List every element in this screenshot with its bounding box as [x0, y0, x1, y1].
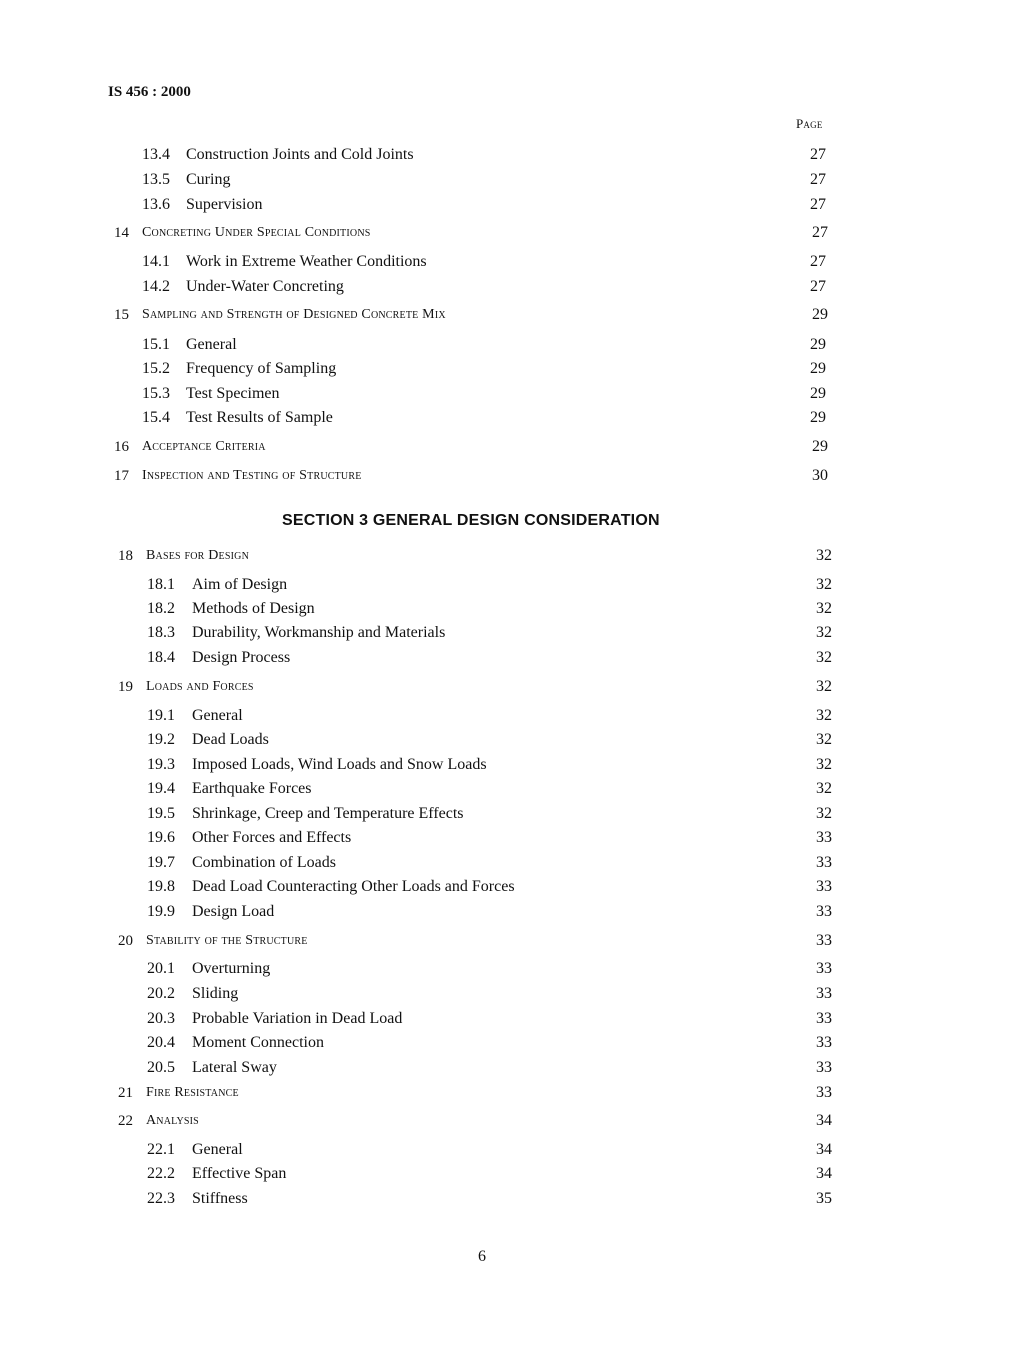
- toc-clause-row: [0, 304, 1024, 326]
- clause-page-number: 27: [810, 253, 826, 270]
- clause-number: 18.4: [147, 649, 175, 666]
- clause-page-number: 29: [812, 438, 828, 455]
- clause-page-number: 27: [812, 224, 828, 241]
- clause-title: Stiffness: [192, 1190, 248, 1207]
- clause-title: Curing: [186, 171, 231, 188]
- clause-page-number: 33: [816, 854, 832, 871]
- toc-subclause-row: [0, 983, 1024, 1005]
- clause-page-number: 33: [816, 903, 832, 920]
- clause-title: Earthquake Forces: [192, 780, 312, 797]
- clause-number: 17: [114, 468, 129, 484]
- clause-number: 19.3: [147, 756, 175, 773]
- clause-title: Overturning: [192, 960, 271, 977]
- clause-page-number: 27: [810, 171, 826, 188]
- toc-subclause-row: [0, 754, 1024, 776]
- toc-clause-row: [0, 222, 1024, 244]
- toc-clause-row: [0, 465, 1024, 487]
- clause-title: Lateral Sway: [192, 1059, 277, 1076]
- clause-title: Dead Loads: [192, 731, 269, 748]
- clause-number: 22.3: [147, 1190, 175, 1207]
- clause-number: 18.1: [147, 576, 175, 593]
- clause-number: 19.6: [147, 829, 175, 846]
- clause-number: 20: [118, 933, 133, 949]
- toc-subclause-row: [0, 852, 1024, 874]
- clause-number: 14: [114, 225, 129, 241]
- clause-number: 16: [114, 439, 129, 455]
- toc-subclause-row: [0, 407, 1024, 429]
- clause-page-number: 32: [816, 547, 832, 564]
- toc-subclause-row: [0, 1188, 1024, 1210]
- clause-number: 13.4: [142, 146, 170, 163]
- toc-subclause-row: [0, 334, 1024, 356]
- toc-clause-row: [0, 676, 1024, 698]
- clause-title: Inspection and Testing of Structure: [142, 468, 362, 483]
- clause-number: 18.3: [147, 624, 175, 641]
- clause-number: 20.5: [147, 1059, 175, 1076]
- clause-number: 19.2: [147, 731, 175, 748]
- clause-number: 15.4: [142, 409, 170, 426]
- clause-number: 22.2: [147, 1165, 175, 1182]
- clause-number: 20.4: [147, 1034, 175, 1051]
- clause-number: 15.1: [142, 336, 170, 353]
- document-code: IS 456 : 2000: [108, 84, 191, 100]
- clause-title: Other Forces and Effects: [192, 829, 352, 846]
- clause-page-number: 32: [816, 707, 832, 724]
- toc-subclause-row: [0, 876, 1024, 898]
- clause-page-number: 32: [816, 756, 832, 773]
- clause-page-number: 29: [810, 409, 826, 426]
- clause-title: Probable Variation in Dead Load: [192, 1010, 403, 1027]
- toc-subclause-row: [0, 574, 1024, 596]
- clause-title: General: [186, 336, 237, 353]
- toc-clause-row: [0, 1082, 1024, 1104]
- clause-page-number: 29: [810, 336, 826, 353]
- clause-number: 19.5: [147, 805, 175, 822]
- clause-title: Test Specimen: [186, 385, 280, 402]
- clause-number: 19.4: [147, 780, 175, 797]
- toc-subclause-row: [0, 958, 1024, 980]
- toc-subclause-row: [0, 1057, 1024, 1079]
- clause-page-number: 33: [816, 1084, 832, 1101]
- clause-page-number: 29: [812, 306, 828, 323]
- clause-number: 19.7: [147, 854, 175, 871]
- toc-subclause-row: [0, 1008, 1024, 1030]
- clause-number: 22: [118, 1113, 133, 1129]
- clause-page-number: 32: [816, 780, 832, 797]
- toc-subclause-row: [0, 901, 1024, 923]
- toc-subclause-row: [0, 622, 1024, 644]
- clause-page-number: 33: [816, 878, 832, 895]
- clause-page-number: 34: [816, 1112, 832, 1129]
- clause-page-number: 33: [816, 1034, 832, 1051]
- clause-number: 18.2: [147, 600, 175, 617]
- clause-title: Test Results of Sample: [186, 409, 333, 426]
- clause-number: 19.1: [147, 707, 175, 724]
- clause-title: Under-Water Concreting: [186, 278, 344, 295]
- toc-subclause-row: [0, 1163, 1024, 1185]
- clause-title: Fire Resistance: [146, 1085, 239, 1100]
- clause-page-number: 32: [816, 678, 832, 695]
- toc-subclause-row: [0, 251, 1024, 273]
- toc-subclause-row: [0, 778, 1024, 800]
- clause-number: 14.1: [142, 253, 170, 270]
- clause-number: 15.3: [142, 385, 170, 402]
- clause-number: 20.3: [147, 1010, 175, 1027]
- clause-page-number: 32: [816, 624, 832, 641]
- clause-number: 20.2: [147, 985, 175, 1002]
- clause-page-number: 32: [816, 600, 832, 617]
- clause-title: Durability, Workmanship and Materials: [192, 624, 446, 641]
- toc-subclause-row: [0, 827, 1024, 849]
- clause-title: Aim of Design: [192, 576, 288, 593]
- clause-page-number: 27: [810, 196, 826, 213]
- clause-title: Shrinkage, Creep and Temperature Effects: [192, 805, 464, 822]
- clause-title: Combination of Loads: [192, 854, 336, 871]
- toc-subclause-row: [0, 144, 1024, 166]
- clause-page-number: 29: [810, 360, 826, 377]
- clause-number: 21: [118, 1085, 133, 1101]
- clause-page-number: 33: [816, 932, 832, 949]
- clause-page-number: 33: [816, 829, 832, 846]
- clause-title: Construction Joints and Cold Joints: [186, 146, 414, 163]
- clause-page-number: 32: [816, 576, 832, 593]
- clause-page-number: 27: [810, 146, 826, 163]
- toc-subclause-row: [0, 358, 1024, 380]
- clause-page-number: 27: [810, 278, 826, 295]
- clause-title: Concreting Under Special Conditions: [142, 225, 371, 240]
- clause-title: Frequency of Sampling: [186, 360, 337, 377]
- clause-title: Design Process: [192, 649, 291, 666]
- clause-page-number: 35: [816, 1190, 832, 1207]
- clause-page-number: 33: [816, 985, 832, 1002]
- clause-number: 15: [114, 307, 129, 323]
- clause-page-number: 32: [816, 805, 832, 822]
- clause-title: Bases for Design: [146, 548, 249, 563]
- toc-subclause-row: [0, 169, 1024, 191]
- toc-clause-row: [0, 436, 1024, 458]
- clause-page-number: 32: [816, 731, 832, 748]
- clause-number: 13.6: [142, 196, 170, 213]
- clause-title: Sampling and Strength of Designed Concrete Mix: [142, 307, 446, 322]
- toc-subclause-row: [0, 598, 1024, 620]
- clause-title: Analysis: [146, 1113, 199, 1128]
- toc-clause-row: [0, 930, 1024, 952]
- toc-subclause-row: [0, 647, 1024, 669]
- toc-subclause-row: [0, 383, 1024, 405]
- clause-number: 20.1: [147, 960, 175, 977]
- clause-page-number: 34: [816, 1165, 832, 1182]
- clause-number: 19.8: [147, 878, 175, 895]
- clause-number: 19: [118, 679, 133, 695]
- toc-subclause-row: [0, 194, 1024, 216]
- clause-page-number: 30: [812, 467, 828, 484]
- clause-title: Dead Load Counteracting Other Loads and Forces: [192, 878, 515, 895]
- clause-page-number: 29: [810, 385, 826, 402]
- toc-subclause-row: [0, 1032, 1024, 1054]
- clause-page-number: 33: [816, 1059, 832, 1076]
- clause-title: Stability of the Structure: [146, 933, 308, 948]
- clause-title: Design Load: [192, 903, 275, 920]
- page-column-label: Page: [796, 116, 823, 131]
- clause-title: Effective Span: [192, 1165, 287, 1182]
- clause-number: 13.5: [142, 171, 170, 188]
- toc-subclause-row: [0, 1139, 1024, 1161]
- clause-title: Acceptance Criteria: [142, 439, 266, 454]
- clause-number: 18: [118, 548, 133, 564]
- clause-number: 15.2: [142, 360, 170, 377]
- page-number: 6: [478, 1248, 486, 1265]
- clause-page-number: 33: [816, 960, 832, 977]
- clause-title: General: [192, 707, 243, 724]
- toc-clause-row: [0, 1110, 1024, 1132]
- clause-title: Sliding: [192, 985, 239, 1002]
- clause-title: Methods of Design: [192, 600, 315, 617]
- toc-subclause-row: [0, 803, 1024, 825]
- clause-title: Work in Extreme Weather Conditions: [186, 253, 427, 270]
- clause-title: Imposed Loads, Wind Loads and Snow Loads: [192, 756, 487, 773]
- toc-clause-row: [0, 545, 1024, 567]
- clause-number: 19.9: [147, 903, 175, 920]
- clause-page-number: 33: [816, 1010, 832, 1027]
- clause-number: 14.2: [142, 278, 170, 295]
- section-heading: SECTION 3 GENERAL DESIGN CONSIDERATION: [282, 512, 660, 529]
- clause-title: Supervision: [186, 196, 263, 213]
- toc-subclause-row: [0, 729, 1024, 751]
- clause-page-number: 32: [816, 649, 832, 666]
- toc-subclause-row: [0, 276, 1024, 298]
- clause-page-number: 34: [816, 1141, 832, 1158]
- clause-title: Moment Connection: [192, 1034, 324, 1051]
- clause-title: General: [192, 1141, 243, 1158]
- toc-subclause-row: [0, 705, 1024, 727]
- clause-number: 22.1: [147, 1141, 175, 1158]
- clause-title: Loads and Forces: [146, 679, 254, 694]
